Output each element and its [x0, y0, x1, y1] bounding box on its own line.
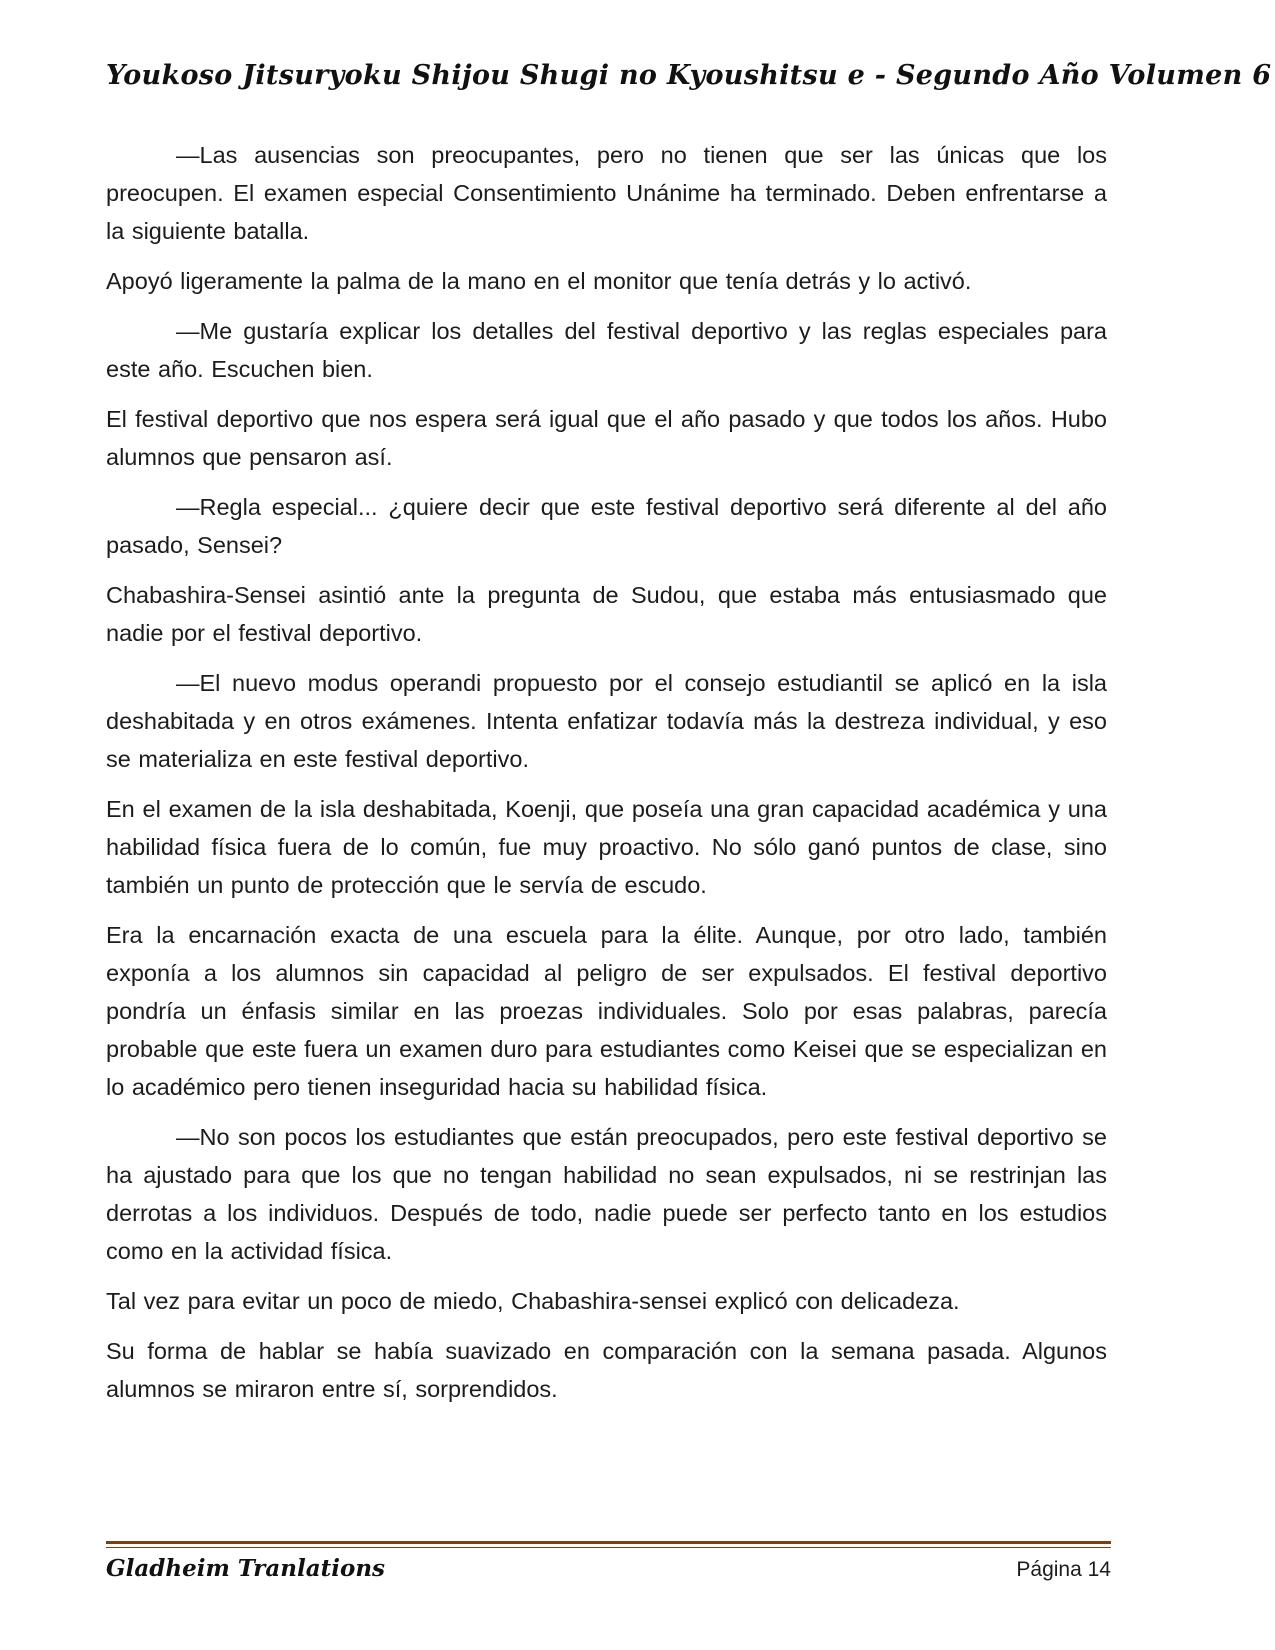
- paragraph: Tal vez para evitar un poco de miedo, Chabashira-sensei explicó con delicadeza.: [106, 1288, 960, 1314]
- document-title: Youkoso Jitsuryoku Shijou Shugi no Kyoushitsu e - Segundo Año Volumen 6: [106, 60, 1272, 91]
- paragraph: Apoyó ligeramente la palma de la mano en el monitor que tenía detrás y lo activó.: [106, 268, 972, 294]
- footer-row: [106, 1555, 1111, 1582]
- paragraph: Su forma de hablar se había suavizado en comparación con la semana pasada. Algunos alumnos se miraron entre sí, sorprendidos.: [106, 1338, 1107, 1402]
- paragraph: Era la encarnación exacta de una escuela para la élite. Aunque, por otro lado, también exponía a los alumnos sin capacidad al peligro de ser expulsados. El festival deportivo pondría un énfasis similar en las proezas individuales. Solo por esas palabras, parecía probable que este fuera un examen duro para estudiantes como Keisei que se especializan en lo académico pero tienen inseguridad hacia su habilidad física.: [106, 922, 1107, 1100]
- paragraph: —No son pocos los estudiantes que están preocupados, pero este festival deportivo se ha ajustado para que los que no tengan habilidad no sean expulsados, ni se restrinjan las derrotas a los individuos. Después de todo, nadie puede ser perfecto tanto en los estudios como en la actividad física.: [106, 1124, 1107, 1264]
- footer-rule: [106, 1541, 1111, 1548]
- paragraph: —Las ausencias son preocupantes, pero no tienen que ser las únicas que los preocupen. El examen especial Consentimiento Unánime ha terminado. Deben enfrentarse a la siguiente batalla.: [106, 142, 1107, 244]
- page-number: Página 14: [1016, 1558, 1111, 1581]
- paragraph: En el examen de la isla deshabitada, Koenji, que poseía una gran capacidad académica y una habilidad física fuera de lo común, fue muy proactivo. No sólo ganó puntos de clase, sino también un punto de protección que le servía de escudo.: [106, 796, 1107, 898]
- paragraph: —Regla especial... ¿quiere decir que este festival deportivo será diferente al del año pasado, Sensei?: [106, 494, 1107, 558]
- page-footer: [106, 1541, 1111, 1582]
- paragraph: El festival deportivo que nos espera será igual que el año pasado y que todos los años. Hubo alumnos que pensaron así.: [106, 406, 1107, 470]
- document-body: [106, 136, 1107, 1420]
- paragraph: —Me gustaría explicar los detalles del festival deportivo y las reglas especiales para este año. Escuchen bien.: [106, 318, 1107, 382]
- paragraph: Chabashira-Sensei asintió ante la pregunta de Sudou, que estaba más entusiasmado que nadie por el festival deportivo.: [106, 582, 1107, 646]
- footer-brand: Gladheim Tranlations: [106, 1555, 385, 1582]
- page-header: [106, 60, 1272, 91]
- paragraph: —El nuevo modus operandi propuesto por el consejo estudiantil se aplicó en la isla deshabitada y en otros exámenes. Intenta enfatizar todavía más la destreza individual, y eso se materializa en este festival deportivo.: [106, 670, 1107, 772]
